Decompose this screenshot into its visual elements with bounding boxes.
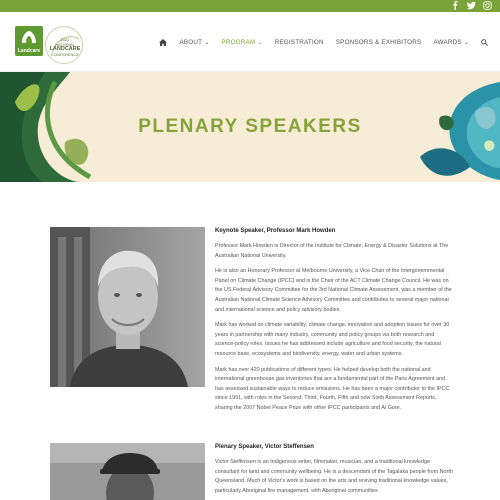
site-header <box>0 12 500 72</box>
nav-item-about[interactable] <box>179 39 209 46</box>
hero-banner <box>0 72 500 182</box>
speaker-photo-mark-howden <box>50 227 205 387</box>
twitter-icon[interactable] <box>467 1 476 10</box>
conference-line3: CONFERENCE <box>50 52 79 57</box>
chevron-down-icon: ⌄ <box>257 40 263 46</box>
landcare-logo[interactable] <box>15 26 43 56</box>
bio-paragraph: He is also an Honorary Professor at Melbourne University, a Vice Chair of the Intergovernmental Panel on Climate Change (IPCC) and is the Chair of the ACT Climate Change Council. He was on the US Federal Advisory Committee for the 3rd National Climate Assessment, was a member of the Australian National Climate Science Advisory Committee and contributes to several major national and international science and policy advisory bodies. <box>215 268 452 313</box>
bio-paragraph: Mark has worked on climate variability, climate change, innovation and adoption issues for over 30 years in partnership with many industry, community and policy groups via both research and science-policy roles. Issues he has addressed include agriculture and food security, the natural resource base, ecosystems and biodiversity, energy, water and urban systems. <box>215 322 450 357</box>
speaker-heading: Keynote Speaker, Professor Mark Howden <box>215 228 336 234</box>
nav-item-label: PROGRAM <box>221 39 256 46</box>
bio-paragraph: Professor Mark Howden is Director of the Institute for Climate, Energy & Disaster Solutions at The Australian National University. <box>215 243 449 259</box>
logo-text: Landcare <box>17 48 41 54</box>
speaker-photo-victor-steffensen <box>50 443 205 500</box>
speaker-bio-mark-howden <box>215 227 453 420</box>
nav-item-awards[interactable] <box>433 39 469 46</box>
instagram-icon[interactable] <box>483 1 492 10</box>
main-nav <box>159 39 488 46</box>
bio-paragraph: Victor Steffensen is an Indigenous writer, filmmaker, musician, and a traditional knowledge consultant for land and community wellbeing. He is a descendant of the Tagalaka people from North Queensland. Much of Victor's work is based on the arts and reviving traditional knowledge values, particularly Aboriginal fire management, with Aboriginal communities <box>215 459 453 494</box>
conference-year: 2022 <box>60 37 70 42</box>
social-links <box>451 1 492 10</box>
facebook-icon[interactable] <box>451 1 460 10</box>
conference-line2: LANDCARE <box>49 46 81 52</box>
speaker-bio-victor-steffensen <box>215 443 453 500</box>
chevron-down-icon: ⌄ <box>204 40 210 46</box>
chevron-down-icon: ⌄ <box>463 40 469 46</box>
speaker-heading: Plenary Speaker, Victor Steffensen <box>215 444 314 450</box>
home-icon[interactable] <box>159 39 167 46</box>
nav-item-label: ABOUT <box>179 39 203 46</box>
search-icon[interactable] <box>481 39 488 46</box>
nav-item-label: AWARDS <box>433 39 462 46</box>
conference-line1: NATIONAL <box>55 42 75 47</box>
bio-paragraph: Mark has over 420 publications of different types. He helped develop both the national and international greenhouse gas inventories that are a fundamental part of the Paris Agreement and has assessed sustainable ways to reduce emissions. He has been a major contributor to the IPCC since 1991, with roles in the Second, Third, Fourth, Fifth and now Sixth Assessment Reports, sharing the 2007 Nobel Peace Prize with other IPCC participants and Al Gore. <box>215 366 450 411</box>
nav-item-label: SPONSORS & EXHIBITORS <box>335 39 422 46</box>
nav-item-program[interactable] <box>221 39 262 46</box>
top-bar <box>0 0 500 12</box>
nav-item-registration[interactable] <box>275 39 324 46</box>
conference-logo[interactable] <box>45 26 83 64</box>
nav-item-label: REGISTRATION <box>274 39 324 46</box>
nav-item-sponsors-exhibitors[interactable] <box>336 39 422 46</box>
page-title: PLENARY SPEAKERS <box>138 116 362 137</box>
